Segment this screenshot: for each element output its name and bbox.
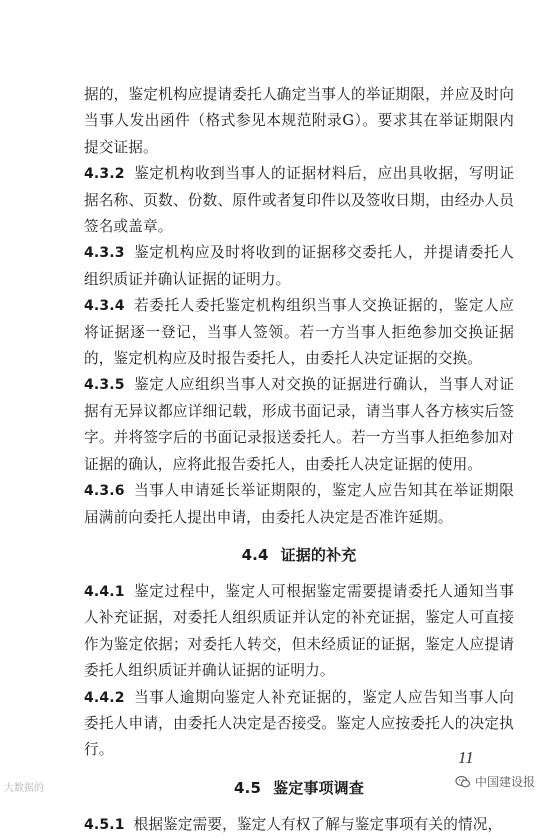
wechat-icon (455, 774, 471, 790)
watermark-left: 大数据的 (4, 783, 44, 794)
clause-number: 4.3.3 (84, 245, 125, 262)
clause-number: 4.3.2 (84, 166, 125, 183)
paragraph-text: 据的，鉴定机构应提请委托人确定当事人的举证期限，并应及时向当事人发出函件（格式参见本规范附录G）。要求其在举证期限内提交证据。 (84, 86, 514, 156)
clause-text: 鉴定人应组织当事人对交换的证据进行确认，当事人对证据有无异议都应详细记载，形成书面记录，请当事人各方核实后签字。并将签字后的书面记录报送委托人。若一方当事人拒绝参加对证据的确认，应将此报告委托人，由委托人决定证据的使用。 (84, 376, 514, 473)
clause-4-5-1 (84, 812, 514, 838)
section-number: 4.4 (241, 545, 269, 564)
clause-text: 当事人申请延长举证期限的，鉴定人应告知其在举证期限届满前向委托人提出申请，由委托人决定是否准许延期。 (84, 482, 514, 526)
body-text (84, 82, 514, 838)
page-number: 11 (458, 748, 474, 767)
clause-text: 鉴定过程中，鉴定人可根据鉴定需要提请委托人通知当事人补充证据，对委托人组织质证并认定的补充证据，鉴定人可直接作为鉴定依据；对委托人转交，但未经质证的证据，鉴定人应提请委托人组织质证并确认证据的证明力。 (84, 582, 514, 680)
clause-text: 若委托人委托鉴定机构组织当事人交换证据的，鉴定人应将证据逐一登记，当事人签领。若一方当事人拒绝参加交换证据的，鉴定机构应及时报告委托人，由委托人决定证据的交换。 (84, 297, 514, 368)
clause-4-4-2 (84, 685, 514, 764)
clause-number: 4.3.6 (84, 483, 125, 500)
paragraph (84, 82, 514, 161)
clause-4-3-3 (84, 240, 514, 293)
clause-number: 4.3.4 (84, 298, 125, 315)
section-title: 鉴定事项调查 (273, 778, 364, 797)
clause-number: 4.3.5 (84, 377, 125, 394)
watermark-right (455, 773, 535, 790)
clause-text: 根据鉴定需要，鉴定人有权了解与鉴定事项有关的情况， (133, 815, 503, 833)
clause-4-4-1 (84, 579, 514, 685)
section-number: 4.5 (234, 778, 262, 797)
section-title: 证据的补充 (280, 545, 357, 564)
clause-number: 4.5.1 (84, 816, 125, 833)
section-heading-4-4 (84, 542, 514, 568)
clause-4-3-4 (84, 293, 514, 372)
clause-text: 鉴定机构应及时将收到的证据移交委托人，并提请委托人组织质证并确认证据的证明力。 (84, 244, 514, 288)
clause-number: 4.4.2 (84, 689, 125, 706)
clause-4-3-6 (84, 478, 514, 531)
clause-4-3-2 (84, 161, 514, 240)
clause-text: 鉴定机构收到当事人的证据材料后，应出具收据，写明证据名称、页数、份数、原件或者复印件以及签收日期，由经办人员签名或盖章。 (84, 165, 514, 236)
clause-text: 当事人逾期向鉴定人补充证据的，鉴定人应告知当事人向委托人申请，由委托人决定是否接受。鉴定人应按委托人的决定执行。 (84, 688, 514, 759)
clause-number: 4.4.1 (84, 583, 125, 600)
section-heading-4-5 (84, 775, 514, 801)
watermark-text: 中国建设报 (475, 775, 536, 789)
clause-4-3-5 (84, 372, 514, 478)
